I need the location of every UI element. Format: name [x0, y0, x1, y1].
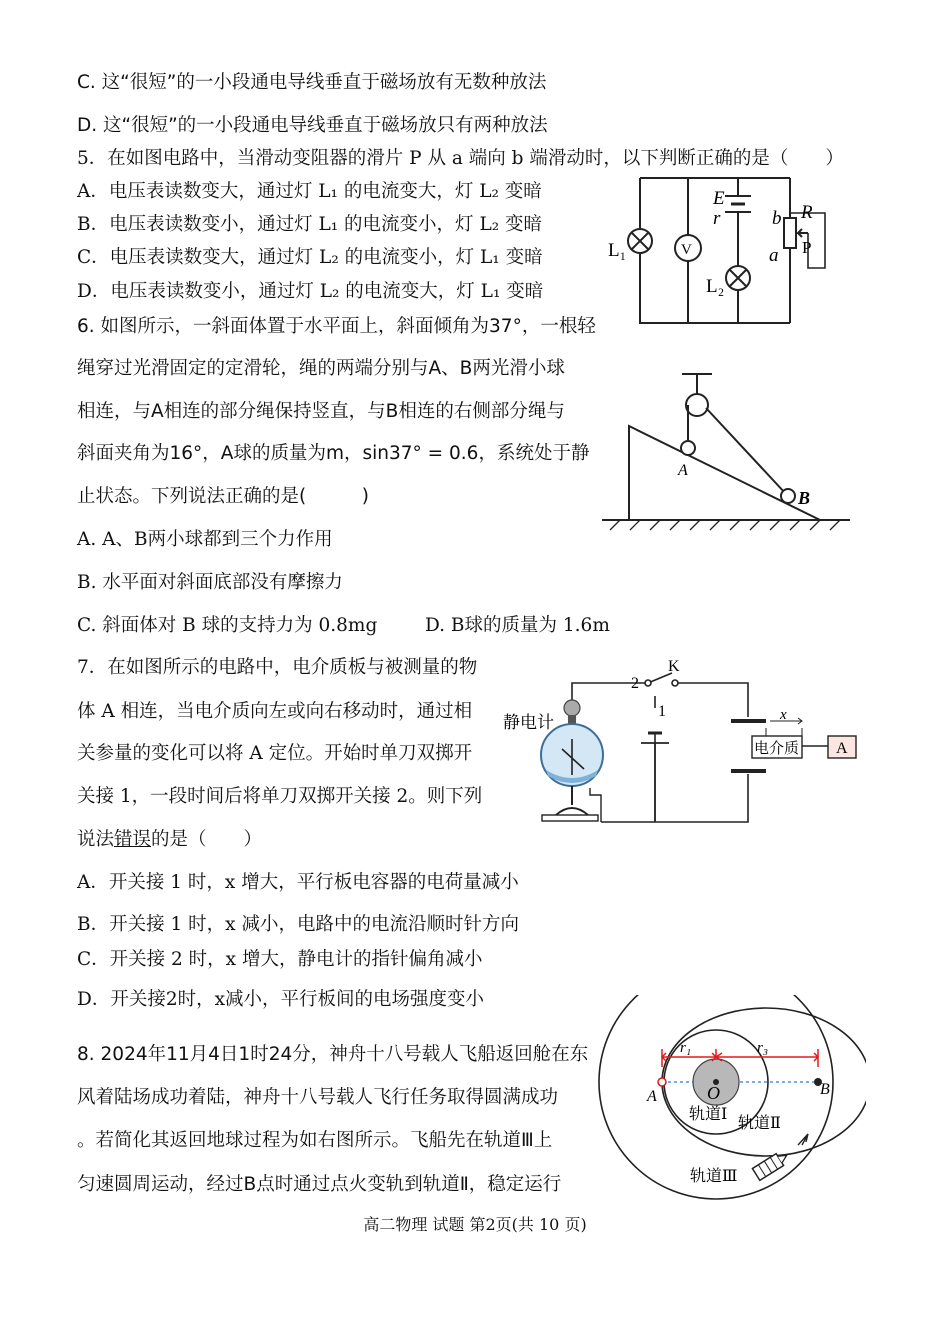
q7-line-2: 体 A 相连，当电介质向左或向右移动时，通过相	[77, 701, 473, 722]
q5-label-R: R	[801, 202, 813, 223]
q7-label-2: 2	[631, 675, 639, 692]
q7-emphasis-wrong: 错误	[114, 829, 152, 850]
q5-label-r: r	[713, 208, 721, 229]
q8-label-o: O	[707, 1083, 720, 1103]
q8-line-1: 8. 2024年11月4日1时24分，神舟十八号载人飞船返回舱在东	[77, 1044, 589, 1065]
q6-ball-b	[781, 489, 795, 503]
q6-line-3: 相连，与A相连的部分绳保持竖直，与B相连的右侧部分绳与	[77, 401, 565, 422]
q7-option-c: C．开关接 2 时，x 增大，静电计的指针偏角减小	[77, 949, 483, 970]
q5-label-v: V	[681, 242, 692, 258]
q6-option-c: C. 斜面体对 B 球的支持力为 0.8mg	[77, 615, 378, 636]
q6-line-5: 止状态。下列说法正确的是( )	[77, 486, 369, 507]
q5-label-p: P	[802, 238, 812, 257]
q6-option-b: B. 水平面对斜面底部没有摩擦力	[77, 572, 343, 593]
q7-line-1: 7．在如图所示的电路中，电介质板与被测量的物	[77, 657, 478, 678]
q4-option-d: D. 这“很短”的一小段通电导线垂直于磁场放只有两种放法	[77, 115, 548, 136]
q5-option-d: D．电压表读数变小，通过灯 L₂ 的电流变大，灯 L₁ 变暗	[77, 281, 544, 302]
q7-label-x: x	[780, 707, 787, 723]
q5-option-a: A．电压表读数变大，通过灯 L₁ 的电流变大，灯 L₂ 变暗	[77, 181, 542, 202]
q6-incline-diagram	[602, 368, 852, 533]
q8-label-r3: r₃	[757, 1040, 769, 1056]
q6-option-a: A. A、B两小球都到三个力作用	[77, 529, 333, 550]
q8-label-orbit3: 轨道Ⅲ	[690, 1168, 738, 1185]
page-footer: 高二物理 试题 第2页(共 10 页)	[363, 1215, 587, 1234]
q6-line-4: 斜面夹角为16°，A球的质量为m，sin37° = 0.6，系统处于静	[77, 443, 590, 464]
q8-orbit-diagram	[596, 995, 866, 1210]
q7-line-3: 关参量的变化可以将 A 定位。开始时单刀双掷开	[77, 743, 473, 764]
q5-circuit-diagram	[605, 168, 845, 333]
q5-label-a: a	[769, 245, 779, 266]
q6-label-b: B	[798, 488, 811, 508]
q7-line-5	[77, 828, 262, 852]
q5-stem: 5．在如图电路中，当滑动变阻器的滑片 P 从 a 端向 b 端滑动时，以下判断正确的是（ ）	[77, 148, 844, 169]
q8-label-b: B	[820, 1081, 830, 1098]
q5-label-l2: L₂	[706, 276, 725, 297]
q7-label-electrometer: 静电计	[503, 713, 554, 732]
q4-option-c: C. 这“很短”的一小段通电导线垂直于磁场放有无数种放法	[77, 72, 547, 93]
q8-label-orbit1: 轨道Ⅰ	[689, 1106, 728, 1123]
q7-line-5a: 说法	[77, 829, 115, 850]
q8-line-3: 。若简化其返回地球过程为如右图所示。飞船先在轨道Ⅲ上	[77, 1130, 553, 1151]
q7-line-4: 关接 1，一段时间后将单刀双掷开关接 2。则下列	[77, 786, 483, 807]
q7-label-1: 1	[658, 703, 666, 720]
q6-line-2: 绳穿过光滑固定的定滑轮，绳的两端分别与A、B两光滑小球	[77, 358, 565, 379]
q5-option-b: B．电压表读数变小，通过灯 L₁ 的电流变小，灯 L₂ 变暗	[77, 214, 543, 235]
q8-label-orbit2: 轨道Ⅱ	[738, 1115, 781, 1132]
q7-label-dielectric: 电介质	[754, 741, 800, 757]
q6-line-1: 6. 如图所示，一斜面体置于水平面上，斜面倾角为37°，一根轻	[77, 316, 596, 337]
q5-label-l1: L₁	[608, 240, 627, 261]
q6-option-d: D. B球的质量为 1.6m	[425, 615, 610, 636]
q7-label-a: A	[836, 740, 848, 757]
q7-line-5c: 的是（ ）	[151, 829, 263, 850]
q7-option-a: A．开关接 1 时，x 增大，平行板电容器的电荷量减小	[77, 872, 519, 893]
q8-line-4: 匀速圆周运动，经过B点时通过点火变轨到轨道Ⅱ，稳定运行	[77, 1174, 562, 1195]
q8-line-2: 风着陆场成功着陆，神舟十八号载人飞行任务取得圆满成功	[77, 1087, 559, 1108]
q5-label-b: b	[772, 208, 782, 229]
q7-option-d: D．开关接2时，x减小，平行板间的电场强度变小	[77, 989, 485, 1010]
q6-label-a: A	[678, 462, 688, 479]
q8-spacecraft-icon	[752, 1149, 790, 1180]
q5-option-c: C．电压表读数变大，通过灯 L₂ 的电流变小，灯 L₁ 变暗	[77, 247, 543, 268]
q8-label-r1: r₁	[680, 1040, 692, 1056]
q6-ball-a	[681, 441, 695, 455]
q7-label-k: K	[668, 658, 680, 675]
q8-label-a: A	[647, 1088, 657, 1105]
q7-capacitor-circuit	[500, 655, 865, 835]
q5-label-e: E	[713, 188, 725, 209]
q7-option-b: B．开关接 1 时，x 减小，电路中的电流沿顺时针方向	[77, 914, 519, 935]
